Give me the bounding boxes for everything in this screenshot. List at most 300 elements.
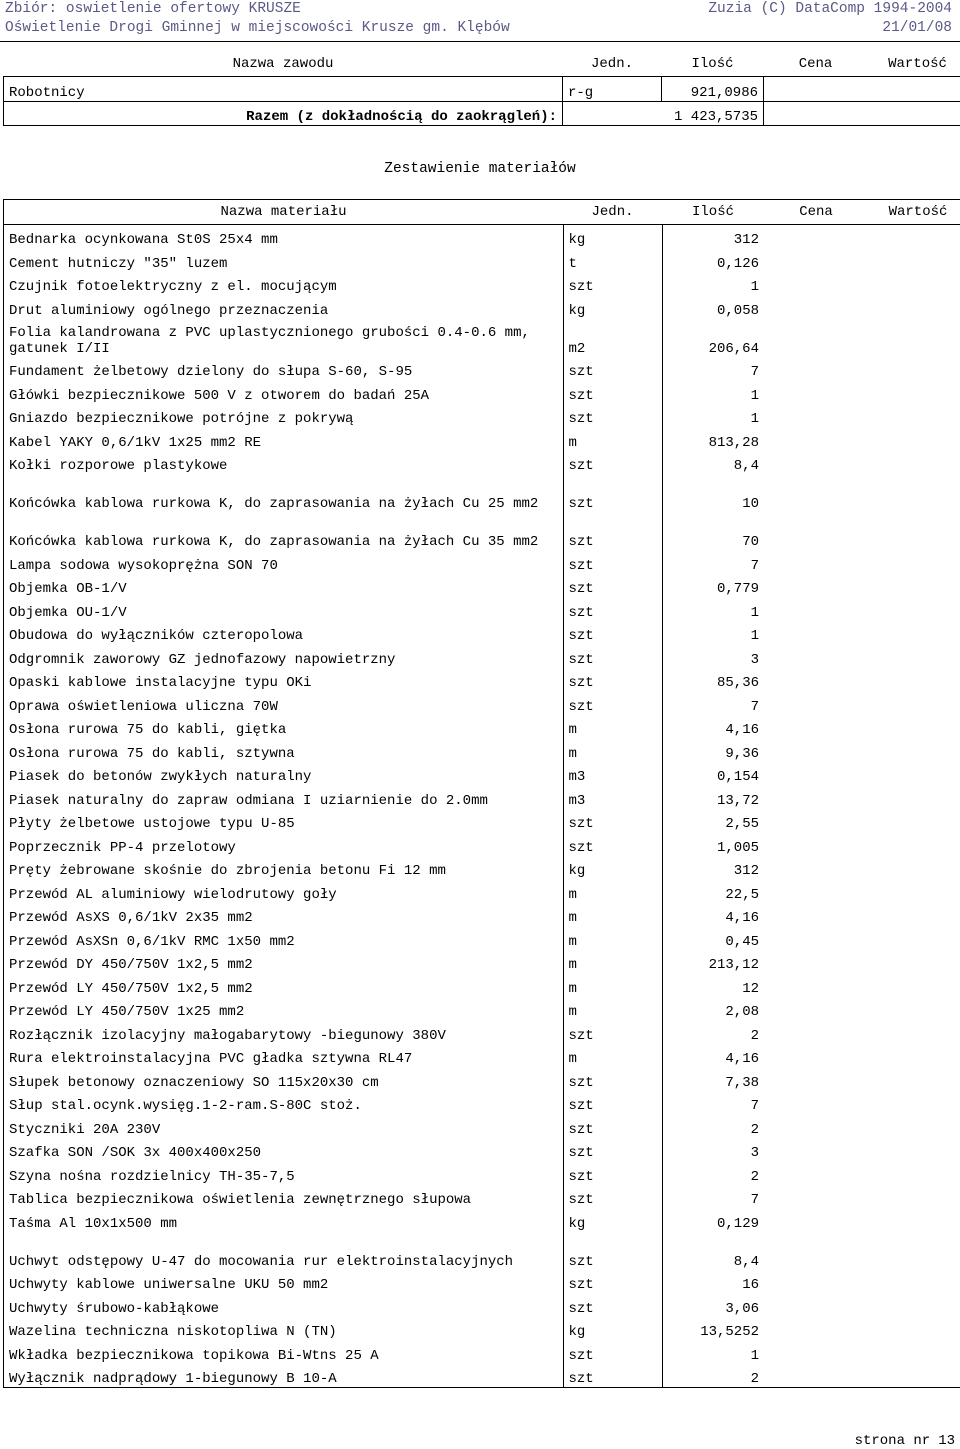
table-row: [4, 1208, 960, 1232]
table-row: [4, 832, 960, 856]
material-qty: 10: [662, 474, 764, 512]
material-price: [764, 832, 868, 856]
table-row: [4, 1185, 960, 1209]
table-row: [4, 762, 960, 786]
material-value: [868, 715, 960, 739]
material-qty: 13,5252: [662, 1317, 764, 1341]
document-date: 21/01/08: [882, 19, 952, 37]
material-qty: 7: [662, 357, 764, 381]
material-qty: 4,16: [662, 715, 764, 739]
table-row: [4, 404, 960, 428]
material-value: [868, 1114, 960, 1138]
material-qty: 0,129: [662, 1208, 764, 1232]
material-value: [868, 762, 960, 786]
material-value: [868, 832, 960, 856]
material-price: [764, 1208, 868, 1232]
material-price: [764, 644, 868, 668]
material-price: [764, 973, 868, 997]
material-value: [868, 1138, 960, 1162]
table-row: [4, 1020, 960, 1044]
header-line-2: [5, 19, 952, 37]
labor-header-row: [4, 52, 960, 77]
material-unit: szt: [563, 357, 662, 381]
material-unit: szt: [563, 691, 662, 715]
material-unit: szt: [563, 1185, 662, 1209]
table-row: [4, 550, 960, 574]
material-price: [764, 427, 868, 451]
material-name: Uchwyt odstępowy U-47 do mocowania rur elektroinstalacyjnych: [4, 1232, 564, 1270]
page-number: 13: [938, 1433, 955, 1449]
material-name: Szyna nośna rozdzielnicy TH-35-7,5: [4, 1161, 564, 1185]
material-qty: 22,5: [662, 879, 764, 903]
labor-unit: r-g: [563, 77, 662, 102]
material-unit: m: [563, 738, 662, 762]
material-price: [764, 1364, 868, 1388]
material-name: Przewód DY 450/750V 1x2,5 mm2: [4, 950, 564, 974]
software-credit: Zuzia (C) DataComp 1994-2004: [708, 0, 952, 18]
table-row: [4, 597, 960, 621]
material-unit: szt: [563, 1091, 662, 1115]
table-row: [4, 1161, 960, 1185]
table-row: [4, 574, 960, 598]
material-value: [868, 380, 960, 404]
material-value: [868, 474, 960, 512]
table-row: [4, 451, 960, 475]
material-value: [868, 1091, 960, 1115]
material-qty: 2: [662, 1020, 764, 1044]
material-price: [764, 574, 868, 598]
material-value: [868, 1293, 960, 1317]
material-qty: 12: [662, 973, 764, 997]
header-divider: [0, 41, 960, 42]
material-value: [868, 319, 960, 357]
table-row: [4, 1044, 960, 1068]
material-qty: 312: [662, 224, 764, 248]
material-value: [868, 1044, 960, 1068]
material-value: [868, 738, 960, 762]
material-qty: 7: [662, 691, 764, 715]
materials-table: [3, 199, 960, 1388]
material-unit: kg: [563, 224, 662, 248]
material-value: [868, 997, 960, 1021]
material-name: Bednarka ocynkowana St0S 25x4 mm: [4, 224, 564, 248]
material-value: [868, 1317, 960, 1341]
material-value: [868, 427, 960, 451]
material-price: [764, 715, 868, 739]
material-price: [764, 357, 868, 381]
material-value: [868, 404, 960, 428]
material-price: [764, 451, 868, 475]
table-row: [4, 1091, 960, 1115]
material-price: [764, 879, 868, 903]
table-row: [4, 427, 960, 451]
material-name: Tablica bezpiecznikowa oświetlenia zewnętrznego słupowa: [4, 1185, 564, 1209]
material-price: [764, 1232, 868, 1270]
material-price: [764, 380, 868, 404]
material-qty: 7,38: [662, 1067, 764, 1091]
material-qty: 0,154: [662, 762, 764, 786]
material-value: [868, 903, 960, 927]
material-unit: kg: [563, 295, 662, 319]
material-name: Przewód AL aluminiowy wielodrutowy goły: [4, 879, 564, 903]
project-name: Oświetlenie Drogi Gminnej w miejscowości Krusze gm. Klębów: [5, 19, 510, 37]
material-unit: szt: [563, 668, 662, 692]
table-row: [4, 973, 960, 997]
material-qty: 1: [662, 404, 764, 428]
material-name: Oprawa oświetleniowa uliczna 70W: [4, 691, 564, 715]
material-name: Kabel YAKY 0,6/1kV 1x25 mm2 RE: [4, 427, 564, 451]
material-unit: m: [563, 1044, 662, 1068]
material-qty: 1: [662, 621, 764, 645]
material-value: [868, 668, 960, 692]
table-row: [4, 1114, 960, 1138]
material-value: [868, 272, 960, 296]
material-value: [868, 973, 960, 997]
material-value: [868, 785, 960, 809]
labor-name: Robotnicy: [4, 77, 563, 102]
material-price: [764, 1185, 868, 1209]
material-qty: 4,16: [662, 903, 764, 927]
material-name: Uchwyty kablowe uniwersalne UKU 50 mm2: [4, 1270, 564, 1294]
materials-header-unit: Jedn.: [563, 200, 662, 225]
material-name: Główki bezpiecznikowe 500 V z otworem do badań 25A: [4, 380, 564, 404]
material-unit: szt: [563, 809, 662, 833]
material-price: [764, 856, 868, 880]
table-row: [4, 1270, 960, 1294]
labor-total-value: 1 423,5735: [563, 101, 764, 126]
material-name: Przewód LY 450/750V 1x2,5 mm2: [4, 973, 564, 997]
material-price: [764, 1067, 868, 1091]
material-name: Piasek naturalny do zapraw odmiana I uziarnienie do 2.0mm: [4, 785, 564, 809]
material-price: [764, 295, 868, 319]
material-price: [764, 1317, 868, 1341]
material-qty: 8,4: [662, 1232, 764, 1270]
material-unit: szt: [563, 404, 662, 428]
material-unit: kg: [563, 1317, 662, 1341]
material-price: [764, 621, 868, 645]
table-row: [4, 856, 960, 880]
table-row: [4, 512, 960, 550]
table-row: [4, 474, 960, 512]
material-value: [868, 574, 960, 598]
material-qty: 1: [662, 272, 764, 296]
material-unit: szt: [563, 597, 662, 621]
materials-header-row: [4, 200, 960, 225]
table-row: [4, 950, 960, 974]
material-price: [764, 668, 868, 692]
material-value: [868, 1208, 960, 1232]
labor-total-price: [764, 101, 868, 126]
material-qty: 3,06: [662, 1293, 764, 1317]
table-row: [4, 1317, 960, 1341]
material-unit: m3: [563, 762, 662, 786]
material-value: [868, 1067, 960, 1091]
material-unit: m: [563, 903, 662, 927]
table-row: [4, 738, 960, 762]
material-qty: 312: [662, 856, 764, 880]
material-price: [764, 738, 868, 762]
table-row: [4, 295, 960, 319]
material-unit: szt: [563, 621, 662, 645]
labor-header-unit: Jedn.: [563, 52, 662, 77]
material-unit: szt: [563, 380, 662, 404]
material-name: Szafka SON /SOK 3x 400x400x250: [4, 1138, 564, 1162]
material-qty: 0,779: [662, 574, 764, 598]
table-row: [4, 357, 960, 381]
material-qty: 1: [662, 380, 764, 404]
material-price: [764, 1091, 868, 1115]
table-row: [4, 77, 960, 102]
material-name: Odgromnik zaworowy GZ jednofazowy napowietrzny: [4, 644, 564, 668]
material-name: Gniazdo bezpiecznikowe potrójne z pokrywą: [4, 404, 564, 428]
table-row: [4, 668, 960, 692]
material-name: Piasek do betonów zwykłych naturalny: [4, 762, 564, 786]
material-value: [868, 1020, 960, 1044]
material-value: [868, 1364, 960, 1388]
material-unit: szt: [563, 474, 662, 512]
material-name: Rozłącznik izolacyjny małogabarytowy -biegunowy 380V: [4, 1020, 564, 1044]
material-name: Objemka OU-1/V: [4, 597, 564, 621]
material-name: Uchwyty śrubowo-kabłąkowe: [4, 1293, 564, 1317]
material-price: [764, 1114, 868, 1138]
material-value: [868, 644, 960, 668]
labor-header-price: Cena: [764, 52, 868, 77]
material-name: Pręty żebrowane skośnie do zbrojenia betonu Fi 12 mm: [4, 856, 564, 880]
material-unit: szt: [563, 574, 662, 598]
material-qty: 206,64: [662, 319, 764, 357]
material-unit: m: [563, 997, 662, 1021]
material-name: Końcówka kablowa rurkowa K, do zaprasowania na żyłach Cu 35 mm2: [4, 512, 564, 550]
table-row: [4, 380, 960, 404]
labor-total-amount: [868, 101, 960, 126]
material-qty: 8,4: [662, 451, 764, 475]
material-unit: kg: [563, 856, 662, 880]
materials-header-name: Nazwa materiału: [4, 200, 564, 225]
material-unit: szt: [563, 272, 662, 296]
material-unit: m: [563, 879, 662, 903]
materials-title: Zestawienie materiałów: [0, 161, 960, 177]
material-unit: szt: [563, 1232, 662, 1270]
material-name: Słup stal.ocynk.wysięg.1-2-ram.S-80C stoż.: [4, 1091, 564, 1115]
material-qty: 9,36: [662, 738, 764, 762]
material-unit: m: [563, 926, 662, 950]
material-price: [764, 997, 868, 1021]
material-value: [868, 691, 960, 715]
table-row: [4, 224, 960, 248]
material-name: Końcówka kablowa rurkowa K, do zaprasowania na żyłach Cu 25 mm2: [4, 474, 564, 512]
material-unit: szt: [563, 1020, 662, 1044]
labor-qty: 921,0986: [662, 77, 764, 102]
material-unit: kg: [563, 1208, 662, 1232]
material-unit: m2: [563, 319, 662, 357]
materials-header-value: Wartość: [868, 200, 960, 225]
material-qty: 2,55: [662, 809, 764, 833]
table-row: [4, 715, 960, 739]
table-row: [4, 691, 960, 715]
material-price: [764, 809, 868, 833]
material-value: [868, 926, 960, 950]
material-price: [764, 926, 868, 950]
material-qty: 2: [662, 1114, 764, 1138]
material-name: Przewód LY 450/750V 1x25 mm2: [4, 997, 564, 1021]
material-qty: 70: [662, 512, 764, 550]
table-row: [4, 1067, 960, 1091]
table-row: [4, 926, 960, 950]
material-value: [868, 357, 960, 381]
material-qty: 1: [662, 1340, 764, 1364]
material-price: [764, 1020, 868, 1044]
material-price: [764, 950, 868, 974]
material-price: [764, 272, 868, 296]
material-unit: szt: [563, 1270, 662, 1294]
material-unit: m: [563, 950, 662, 974]
material-value: [868, 248, 960, 272]
material-price: [764, 550, 868, 574]
material-value: [868, 451, 960, 475]
material-name: Fundament żelbetowy dzielony do słupa S-60, S-95: [4, 357, 564, 381]
material-qty: 16: [662, 1270, 764, 1294]
labor-total-row: [4, 101, 960, 126]
material-price: [764, 248, 868, 272]
material-name: Poprzecznik PP-4 przelotowy: [4, 832, 564, 856]
header-line-1: [5, 0, 952, 18]
material-price: [764, 1293, 868, 1317]
material-unit: m: [563, 715, 662, 739]
material-value: [868, 295, 960, 319]
material-name: Kołki rozporowe plastykowe: [4, 451, 564, 475]
labor-table: [3, 52, 960, 126]
material-value: [868, 550, 960, 574]
material-name: Objemka OB-1/V: [4, 574, 564, 598]
material-unit: szt: [563, 1364, 662, 1388]
material-name: Opaski kablowe instalacyjne typu OKi: [4, 668, 564, 692]
material-qty: 0,126: [662, 248, 764, 272]
material-price: [764, 785, 868, 809]
material-value: [868, 809, 960, 833]
material-qty: 13,72: [662, 785, 764, 809]
material-name: Wazelina techniczna niskotopliwa N (TN): [4, 1317, 564, 1341]
material-price: [764, 1138, 868, 1162]
material-value: [868, 621, 960, 645]
table-row: [4, 319, 960, 357]
materials-header-price: Cena: [764, 200, 868, 225]
material-price: [764, 404, 868, 428]
material-name: Taśma Al 10x1x500 mm: [4, 1208, 564, 1232]
material-value: [868, 1185, 960, 1209]
material-price: [764, 762, 868, 786]
labor-header-name: Nazwa zawodu: [4, 52, 563, 77]
material-price: [764, 512, 868, 550]
material-name: Drut aluminiowy ogólnego przeznaczenia: [4, 295, 564, 319]
labor-value: [868, 77, 960, 102]
material-qty: 3: [662, 1138, 764, 1162]
material-qty: 7: [662, 1091, 764, 1115]
material-unit: szt: [563, 644, 662, 668]
material-unit: szt: [563, 1114, 662, 1138]
material-qty: 1: [662, 597, 764, 621]
material-qty: 85,36: [662, 668, 764, 692]
material-price: [764, 224, 868, 248]
material-unit: m: [563, 973, 662, 997]
material-qty: 2,08: [662, 997, 764, 1021]
material-value: [868, 856, 960, 880]
material-name: Rura elektroinstalacyjna PVC gładka sztywna RL47: [4, 1044, 564, 1068]
table-row: [4, 1138, 960, 1162]
table-row: [4, 621, 960, 645]
material-qty: 7: [662, 1185, 764, 1209]
material-name: Styczniki 20A 230V: [4, 1114, 564, 1138]
material-value: [868, 879, 960, 903]
material-name: Płyty żelbetowe ustojowe typu U-85: [4, 809, 564, 833]
labor-total-label: Razem (z dokładnością do zaokrągleń):: [4, 101, 563, 126]
table-row: [4, 785, 960, 809]
material-unit: szt: [563, 1067, 662, 1091]
material-name: Cement hutniczy "35" luzem: [4, 248, 564, 272]
table-row: [4, 1364, 960, 1388]
material-qty: 0,058: [662, 295, 764, 319]
material-name: Obudowa do wyłączników czteropolowa: [4, 621, 564, 645]
material-value: [868, 1270, 960, 1294]
table-row: [4, 248, 960, 272]
material-price: [764, 1270, 868, 1294]
table-row: [4, 903, 960, 927]
labor-price: [764, 77, 868, 102]
material-price: [764, 691, 868, 715]
material-value: [868, 950, 960, 974]
material-value: [868, 597, 960, 621]
material-price: [764, 903, 868, 927]
table-row: [4, 809, 960, 833]
material-name: Czujnik fotoelektryczny z el. mocującym: [4, 272, 564, 296]
material-price: [764, 597, 868, 621]
material-qty: 2: [662, 1364, 764, 1388]
material-price: [764, 1340, 868, 1364]
material-value: [868, 1340, 960, 1364]
material-unit: szt: [563, 1138, 662, 1162]
page-label: strona nr: [855, 1433, 931, 1449]
material-name: Słupek betonowy oznaczeniowy SO 115x20x30 cm: [4, 1067, 564, 1091]
table-row: [4, 1340, 960, 1364]
table-row: [4, 879, 960, 903]
material-name: Osłona rurowa 75 do kabli, giętka: [4, 715, 564, 739]
table-row: [4, 272, 960, 296]
material-qty: 2: [662, 1161, 764, 1185]
material-unit: t: [563, 248, 662, 272]
material-qty: 813,28: [662, 427, 764, 451]
material-qty: 213,12: [662, 950, 764, 974]
table-row: [4, 1232, 960, 1270]
material-name: Osłona rurowa 75 do kabli, sztywna: [4, 738, 564, 762]
labor-header-qty: Ilość: [662, 52, 764, 77]
labor-header-value: Wartość: [868, 52, 960, 77]
table-row: [4, 1293, 960, 1317]
material-qty: 1,005: [662, 832, 764, 856]
material-name: Folia kalandrowana z PVC uplastycznionego grubości 0.4-0.6 mm, gatunek I/II: [4, 319, 564, 357]
material-qty: 4,16: [662, 1044, 764, 1068]
material-price: [764, 474, 868, 512]
material-unit: m3: [563, 785, 662, 809]
material-name: Wyłącznik nadprądowy 1-biegunowy B 10-A: [4, 1364, 564, 1388]
table-row: [4, 644, 960, 668]
material-unit: m: [563, 427, 662, 451]
material-price: [764, 1044, 868, 1068]
material-name: Przewód AsXSn 0,6/1kV RMC 1x50 mm2: [4, 926, 564, 950]
table-row: [4, 997, 960, 1021]
collection-name: Zbiór: oswietlenie ofertowy KRUSZE: [5, 0, 301, 18]
material-unit: szt: [563, 1293, 662, 1317]
material-unit: szt: [563, 1161, 662, 1185]
material-unit: szt: [563, 512, 662, 550]
